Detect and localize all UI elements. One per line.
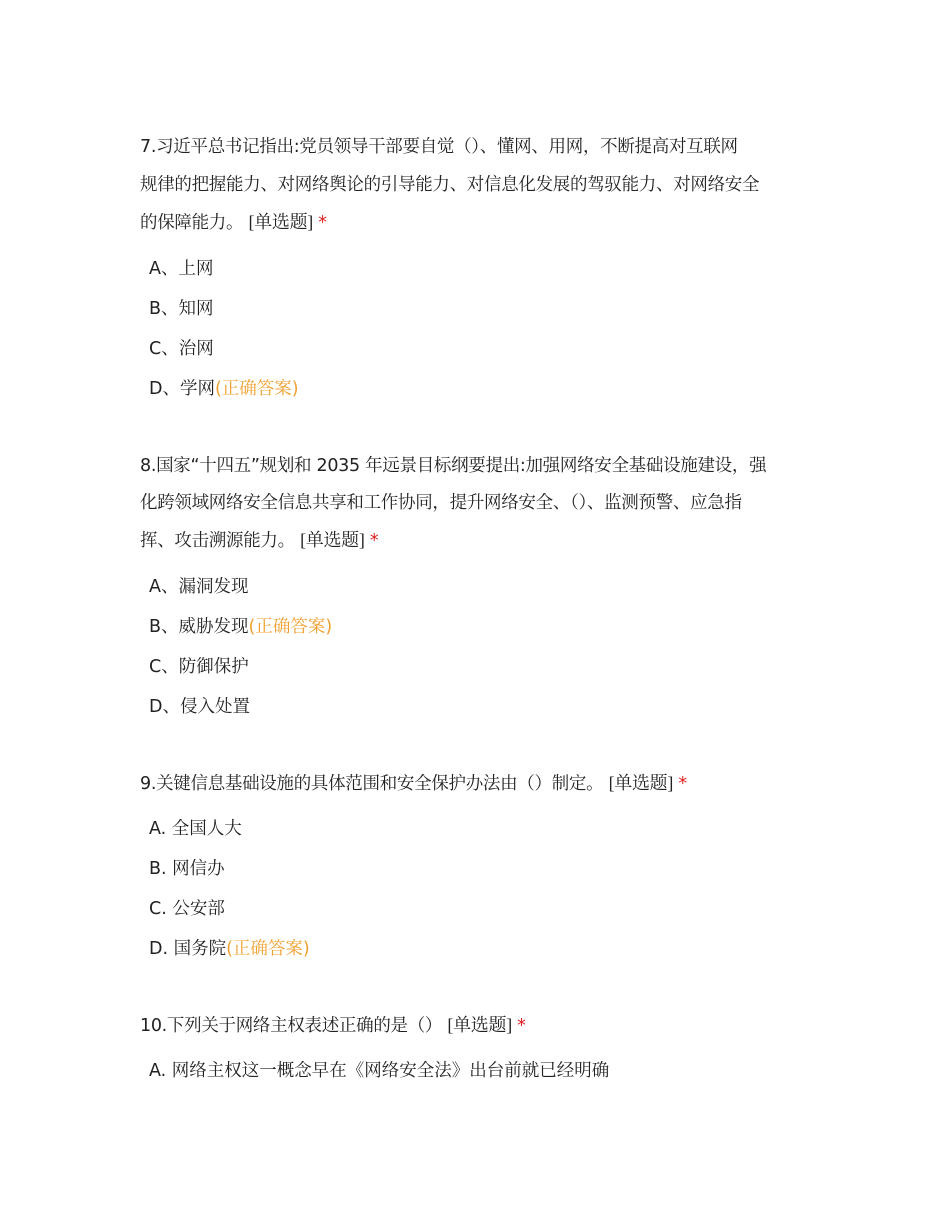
question-10-stem	[140, 1013, 526, 1038]
option-text: C、防御保护	[149, 657, 249, 677]
option-text: C. 公安部	[149, 899, 225, 919]
option-text: A、上网	[149, 259, 214, 279]
question-type-label: [单选题]	[248, 212, 313, 232]
required-marker: *	[318, 213, 327, 233]
question-text-line: 规律的把握能力、对网络舆论的引导能力、对信息化发展的驾驭能力、对网络安全	[140, 175, 760, 195]
question-text-line: 化跨领域网络安全信息共享和工作协同，提升网络安全、（）、监测预警、应急指	[140, 493, 742, 513]
question-9-stem	[140, 771, 687, 796]
question-text-line: 的保障能力。	[140, 213, 244, 233]
option-item[interactable]	[149, 897, 225, 921]
option-text: A、漏洞发现	[149, 577, 249, 597]
question-text-line: 挥、攻击溯源能力。	[140, 531, 295, 551]
question-text-line: 8.国家“十四五”规划和 2035 年远景目标纲要提出:加强网络安全基础设施建设，强	[140, 456, 767, 476]
option-item[interactable]	[149, 817, 242, 841]
question-type-label: [单选题]	[447, 1015, 512, 1035]
required-marker: *	[369, 531, 379, 551]
required-marker: *	[678, 774, 687, 794]
question-7-stem	[140, 210, 327, 235]
question-text-line: 9.关键信息基础设施的具体范围和安全保护办法由（）制定。	[140, 774, 604, 794]
required-marker: *	[517, 1016, 526, 1036]
option-text: D. 国务院	[149, 939, 227, 959]
correct-answer-label: (正确答案)	[248, 617, 333, 637]
question-text-line: 10.下列关于网络主权表述正确的是（）	[140, 1016, 443, 1036]
correct-answer-label: (正确答案)	[226, 939, 310, 959]
option-text: A. 全国人大	[149, 819, 242, 839]
option-item[interactable]	[149, 297, 214, 321]
option-item[interactable]	[149, 937, 310, 961]
correct-answer-label: (正确答案)	[214, 379, 299, 399]
question-text-line: 7.习近平总书记指出:党员领导干部要自觉（）、懂网、用网，不断提高对互联网	[140, 137, 738, 157]
option-text: B、威胁发现	[149, 617, 249, 637]
option-item[interactable]	[149, 655, 249, 679]
option-text: C、治网	[149, 339, 214, 359]
option-item[interactable]	[149, 575, 248, 599]
option-item[interactable]	[149, 857, 225, 881]
option-item[interactable]	[149, 695, 250, 719]
option-item[interactable]	[149, 377, 299, 401]
option-text: B、知网	[149, 299, 214, 319]
question-8-stem	[140, 528, 378, 553]
option-item[interactable]	[149, 615, 332, 639]
option-text: B. 网信办	[149, 859, 225, 879]
question-type-label: [单选题]	[608, 773, 674, 793]
option-text: A. 网络主权这一概念早在《网络安全法》出台前就已经明确	[149, 1061, 610, 1081]
option-text: D、学网	[149, 379, 215, 399]
option-text: D、侵入处置	[149, 697, 250, 717]
question-type-label: [单选题]	[300, 530, 365, 550]
option-item[interactable]	[149, 257, 213, 281]
option-item[interactable]	[149, 337, 214, 361]
option-item[interactable]	[149, 1059, 609, 1083]
